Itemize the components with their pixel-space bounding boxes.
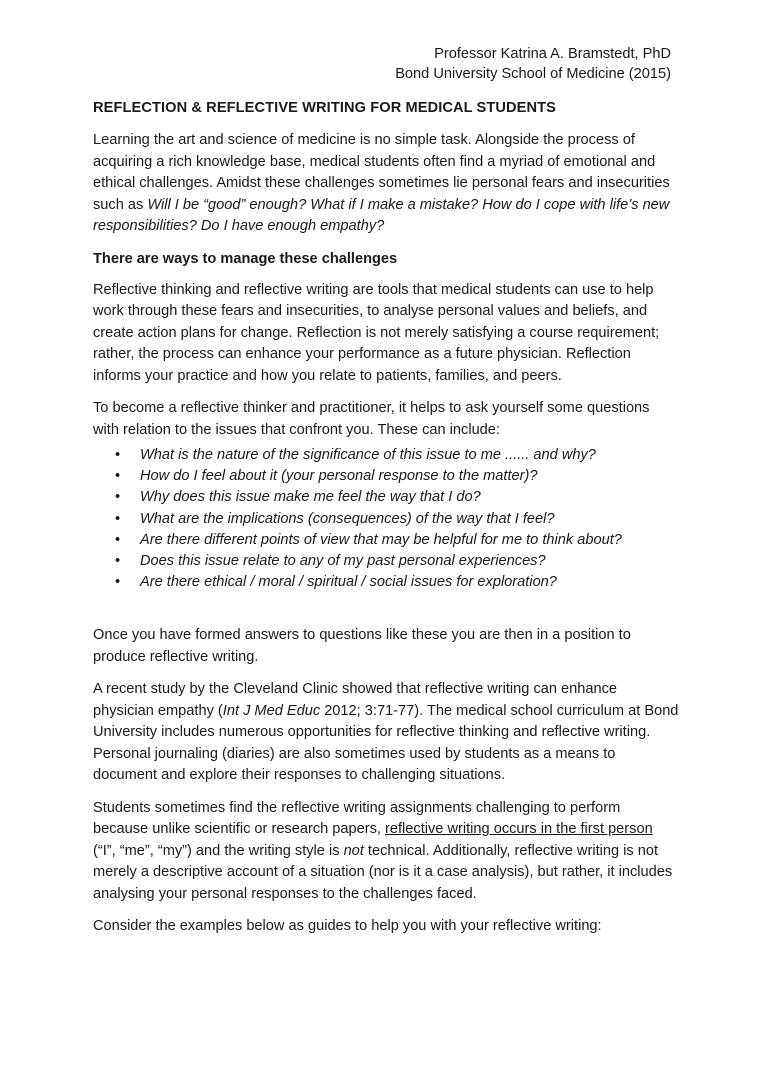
bullet-icon: • (115, 447, 121, 463)
bullet-icon: • (115, 468, 121, 485)
questions-intro-paragraph: To become a reflective thinker and practitioner, it helps to ask yourself some questions with relation to the issues that confront you. These can include: (93, 400, 650, 438)
study-text-before: A recent study by the Cleveland Clinic showed that reflective writing can enhance physician empathy ( (93, 681, 618, 719)
question-text: What is the nature of the significance of this issue to me ...... and why? (140, 447, 596, 463)
author-affiliation: Bond University School of Medicine (2015) (395, 66, 671, 82)
document-page (93, 44, 679, 938)
consider-paragraph: Consider the examples below as guides to help you with your reflective writing: (93, 918, 602, 935)
bullet-icon: • (115, 574, 121, 591)
study-text-after: 2012; 3:71-77). The medical school curriculum at Bond University includes numerous opportunities for reflective thinking and reflective writing. Personal journaling (diaries) are also sometimes used by students as a means to document and explore their responses to challenging situations. (93, 702, 679, 784)
answers-paragraph: Once you have formed answers to questions like these you are then in a position to produce reflective writing. (93, 627, 631, 665)
list-item (93, 530, 679, 551)
intro-text: Learning the art and science of medicine is no simple task. Alongside the process of acquiring a rich knowledge base, medical students often find a myriad of emotional and ethical challenges. Amidst these challenges sometimes lie personal fears and insecurities such as (93, 132, 670, 213)
document-title: REFLECTION & REFLECTIVE WRITING FOR MEDICAL STUDENTS (93, 100, 557, 116)
tools-paragraph: Reflective thinking and reflective writing are tools that medical students can use to help work through these fears and insecurities, to analyse personal values and beliefs, and create action plans for change. Reflection is not merely satisfying a course requirement; rather, the process can enhance your performance as a future physician. Reflection informs your practice and how you relate to patients, families, and peers. (93, 281, 660, 384)
intro-paragraph (93, 130, 679, 238)
list-item (93, 487, 679, 508)
list-item (93, 572, 679, 593)
author-header (93, 44, 671, 84)
first-person-emphasis: reflective writing occurs in the first person (385, 821, 653, 838)
challenge-text-middle: (“I”, “me”, “my”) and the writing style is (93, 842, 344, 859)
challenge-paragraph (93, 798, 679, 906)
bullet-icon: • (115, 531, 121, 548)
question-text: Are there different points of view that may be helpful for me to think about? (140, 531, 622, 548)
list-item (93, 445, 679, 466)
question-text: Why does this issue make me feel the way that I do? (140, 489, 481, 506)
bullet-icon: • (115, 510, 121, 527)
question-text: What are the implications (consequences) of the way that I feel? (140, 510, 555, 527)
question-text: How do I feel about it (your personal response to the matter)? (140, 468, 538, 485)
bullet-icon: • (115, 553, 121, 570)
list-item (93, 509, 679, 530)
journal-citation: Int J Med Educ (222, 702, 321, 719)
intro-italic-questions: Will I be “good” enough? What if I make a mistake? How do I cope with life’s new responsibilities? Do I have enough empathy? (93, 196, 670, 234)
challenge-text-after: technical. Additionally, reflective writing is not merely a descriptive account of a situation (nor is it a case analysis), but rather, it includes analysing your personal responses to the challenges faced. (93, 842, 673, 902)
list-item (93, 551, 679, 572)
not-emphasis: not (343, 842, 364, 859)
bullet-icon: • (115, 489, 121, 506)
list-item (93, 466, 679, 487)
question-text: Does this issue relate to any of my past personal experiences? (140, 553, 546, 570)
section-subheading: There are ways to manage these challenges (93, 250, 398, 267)
author-name: Professor Katrina A. Bramstedt, PhD (434, 46, 671, 62)
study-paragraph (93, 679, 679, 787)
challenge-text-before: Students sometimes find the reflective writing assignments challenging to perform because unlike scientific or research papers, (93, 799, 621, 838)
questions-list (93, 445, 679, 593)
question-text: Are there ethical / moral / spiritual / social issues for exploration? (140, 574, 557, 591)
